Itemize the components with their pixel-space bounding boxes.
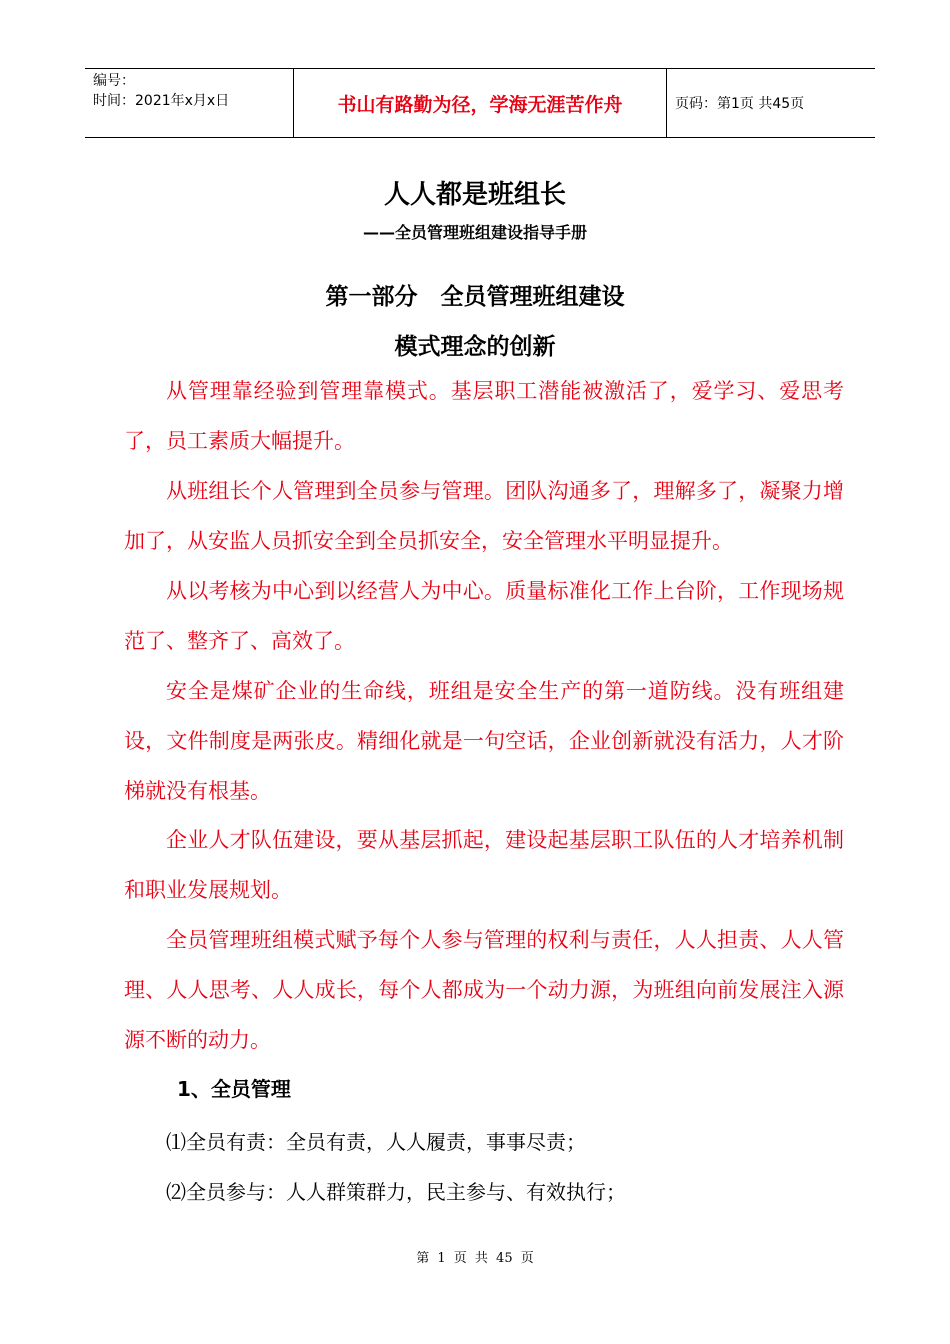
part-title: 第一部分 全员管理班组建设 bbox=[325, 284, 625, 310]
paragraph: 企业人才队伍建设，要从基层抓起，建设起基层职工队伍的人才培养机制和职业发展规划。 bbox=[124, 828, 844, 902]
document-title: 人人都是班组长 bbox=[383, 180, 566, 210]
number-label: 编号： bbox=[93, 73, 135, 89]
paragraph: 全员管理班组模式赋予每个人参与管理的权利与责任，人人担责、人人管理、人人思考、人人成长，每个人都成为一个动力源，为班组向前发展注入源源不断的动力。 bbox=[124, 928, 844, 1052]
header-motto: 书山有路勤为径，学海无涯苦作舟 bbox=[293, 69, 667, 137]
document-subtitle: ——全员管理班组建设指导手册 bbox=[362, 223, 587, 242]
paragraph: 从以考核为中心到以经营人为中心。质量标准化工作上台阶，工作现场规范了、整齐了、高效了。 bbox=[124, 579, 844, 653]
page-header bbox=[85, 68, 875, 138]
section-title: 模式理念的创新 bbox=[394, 334, 556, 360]
time-label: 时间：2021年x月x日 bbox=[93, 93, 230, 109]
subsection-heading: 1、全员管理 bbox=[177, 1077, 291, 1101]
header-page-info: 页码：第1页 共45页 bbox=[675, 96, 805, 112]
list-item: ⑴全员有责：全员有责，人人履责，事事尽责； bbox=[166, 1130, 586, 1154]
paragraph: 从班组长个人管理到全员参与管理。团队沟通多了，理解多了，凝聚力增加了，从安监人员抓安全到全员抓安全，安全管理水平明显提升。 bbox=[124, 479, 844, 553]
list-item: ⑵全员参与：人人群策群力，民主参与、有效执行； bbox=[166, 1180, 626, 1204]
paragraph: 从管理靠经验到管理靠模式。基层职工潜能被激活了，爱学习、爱思考了，员工素质大幅提升。 bbox=[124, 379, 844, 453]
header-meta bbox=[85, 69, 293, 137]
paragraph: 安全是煤矿企业的生命线，班组是安全生产的第一道防线。没有班组建设，文件制度是两张皮。精细化就是一句空话，企业创新就没有活力，人才阶梯就没有根基。 bbox=[124, 679, 844, 803]
page-footer: 第 1 页 共 45 页 bbox=[416, 1251, 534, 1266]
